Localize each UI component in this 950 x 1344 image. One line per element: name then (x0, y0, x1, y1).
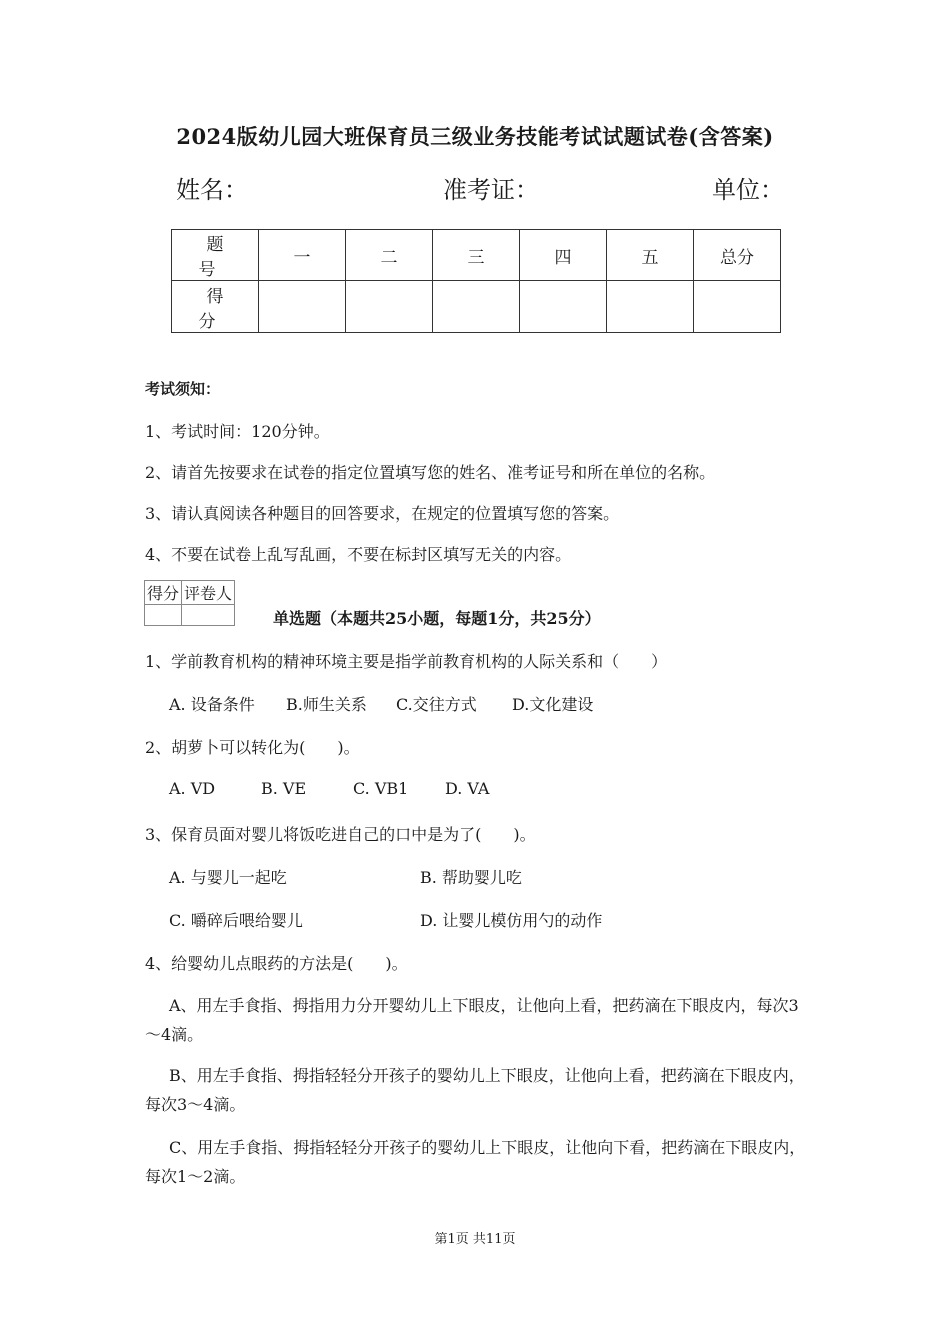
score-cell (346, 281, 433, 333)
question-option: B.师生关系 (286, 695, 367, 714)
question-option: D. VA (445, 779, 490, 798)
score-table-header-cell: 题 号 (172, 230, 259, 281)
page-footer: 第1页 共11页 (434, 1232, 516, 1247)
grader-box-grader-label: 评卷人 (182, 581, 235, 605)
score-cell (259, 281, 346, 333)
question-option: B. VE (261, 779, 307, 798)
notice-item: 4、不要在试卷上乱写乱画，不要在标封区填写无关的内容。 (145, 545, 572, 564)
name-field-label: 姓名： (176, 176, 248, 204)
page-title: 2024版幼儿园大班保育员三级业务技能考试试题试卷(含答案) (176, 124, 774, 149)
score-cell (433, 281, 520, 333)
question-stem: 1、学前教育机构的精神环境主要是指学前教育机构的人际关系和（ ） (145, 652, 668, 671)
question-option: A. VD (169, 779, 216, 798)
question-option: A. 与婴儿一起吃 (169, 868, 287, 887)
question-option: D. 让婴儿模仿用勺的动作 (420, 911, 603, 930)
score-cell (520, 281, 607, 333)
grader-box-score-label: 得分 (145, 581, 182, 605)
question-option: A、用左手食指、拇指用力分开婴幼儿上下眼皮，让他向上看，把药滴在下眼皮内，每次3～4滴。 (145, 996, 799, 1044)
score-cell (607, 281, 694, 333)
score-row-label: 得 分 (172, 281, 259, 333)
notice-item: 3、请认真阅读各种题目的回答要求，在规定的位置填写您的答案。 (145, 504, 620, 523)
question-option: C. VB1 (353, 779, 409, 798)
score-table-header-row (172, 230, 781, 281)
score-table-header-cell: 五 (607, 230, 694, 281)
score-table-score-row (172, 281, 781, 333)
score-cell (694, 281, 781, 333)
question-option: D.文化建设 (512, 695, 594, 714)
notice-item: 2、请首先按要求在试卷的指定位置填写您的姓名、准考证号和所在单位的名称。 (145, 463, 716, 482)
score-table-header-cell: 四 (520, 230, 607, 281)
question-option: C.交往方式 (396, 695, 477, 714)
question-option: B、用左手食指、拇指轻轻分开孩子的婴幼儿上下眼皮，让他向上看，把药滴在下眼皮内，每次3～4滴。 (145, 1066, 805, 1114)
score-table-header-cell: 总分 (694, 230, 781, 281)
score-table-header-cell: 三 (433, 230, 520, 281)
question-stem: 4、给婴幼儿点眼药的方法是( )。 (145, 954, 408, 973)
score-table-header-cell: 二 (346, 230, 433, 281)
question-stem: 3、保育员面对婴儿将饭吃进自己的口中是为了( )。 (145, 825, 536, 844)
grader-box (144, 580, 235, 626)
score-table-header-cell: 一 (259, 230, 346, 281)
question-option: C、用左手食指、拇指轻轻分开孩子的婴幼儿上下眼皮，让他向下看，把药滴在下眼皮内，每次1～2滴。 (145, 1138, 806, 1186)
unit-field-label: 单位： (712, 176, 784, 204)
grader-box-score-cell (145, 605, 182, 626)
grader-box-grader-cell (182, 605, 235, 626)
question-option: A. 设备条件 (169, 695, 255, 714)
score-table (171, 229, 781, 333)
question-option: C. 嚼碎后喂给婴儿 (169, 911, 303, 930)
section-title: 单选题（本题共25小题，每题1分，共25分） (273, 609, 601, 628)
notice-heading: 考试须知： (145, 380, 221, 398)
question-stem: 2、胡萝卜可以转化为( )。 (145, 738, 360, 757)
exam-id-field-label: 准考证： (443, 176, 539, 204)
notice-item: 1、考试时间：120分钟。 (145, 422, 330, 441)
question-option: B. 帮助婴儿吃 (420, 868, 522, 887)
